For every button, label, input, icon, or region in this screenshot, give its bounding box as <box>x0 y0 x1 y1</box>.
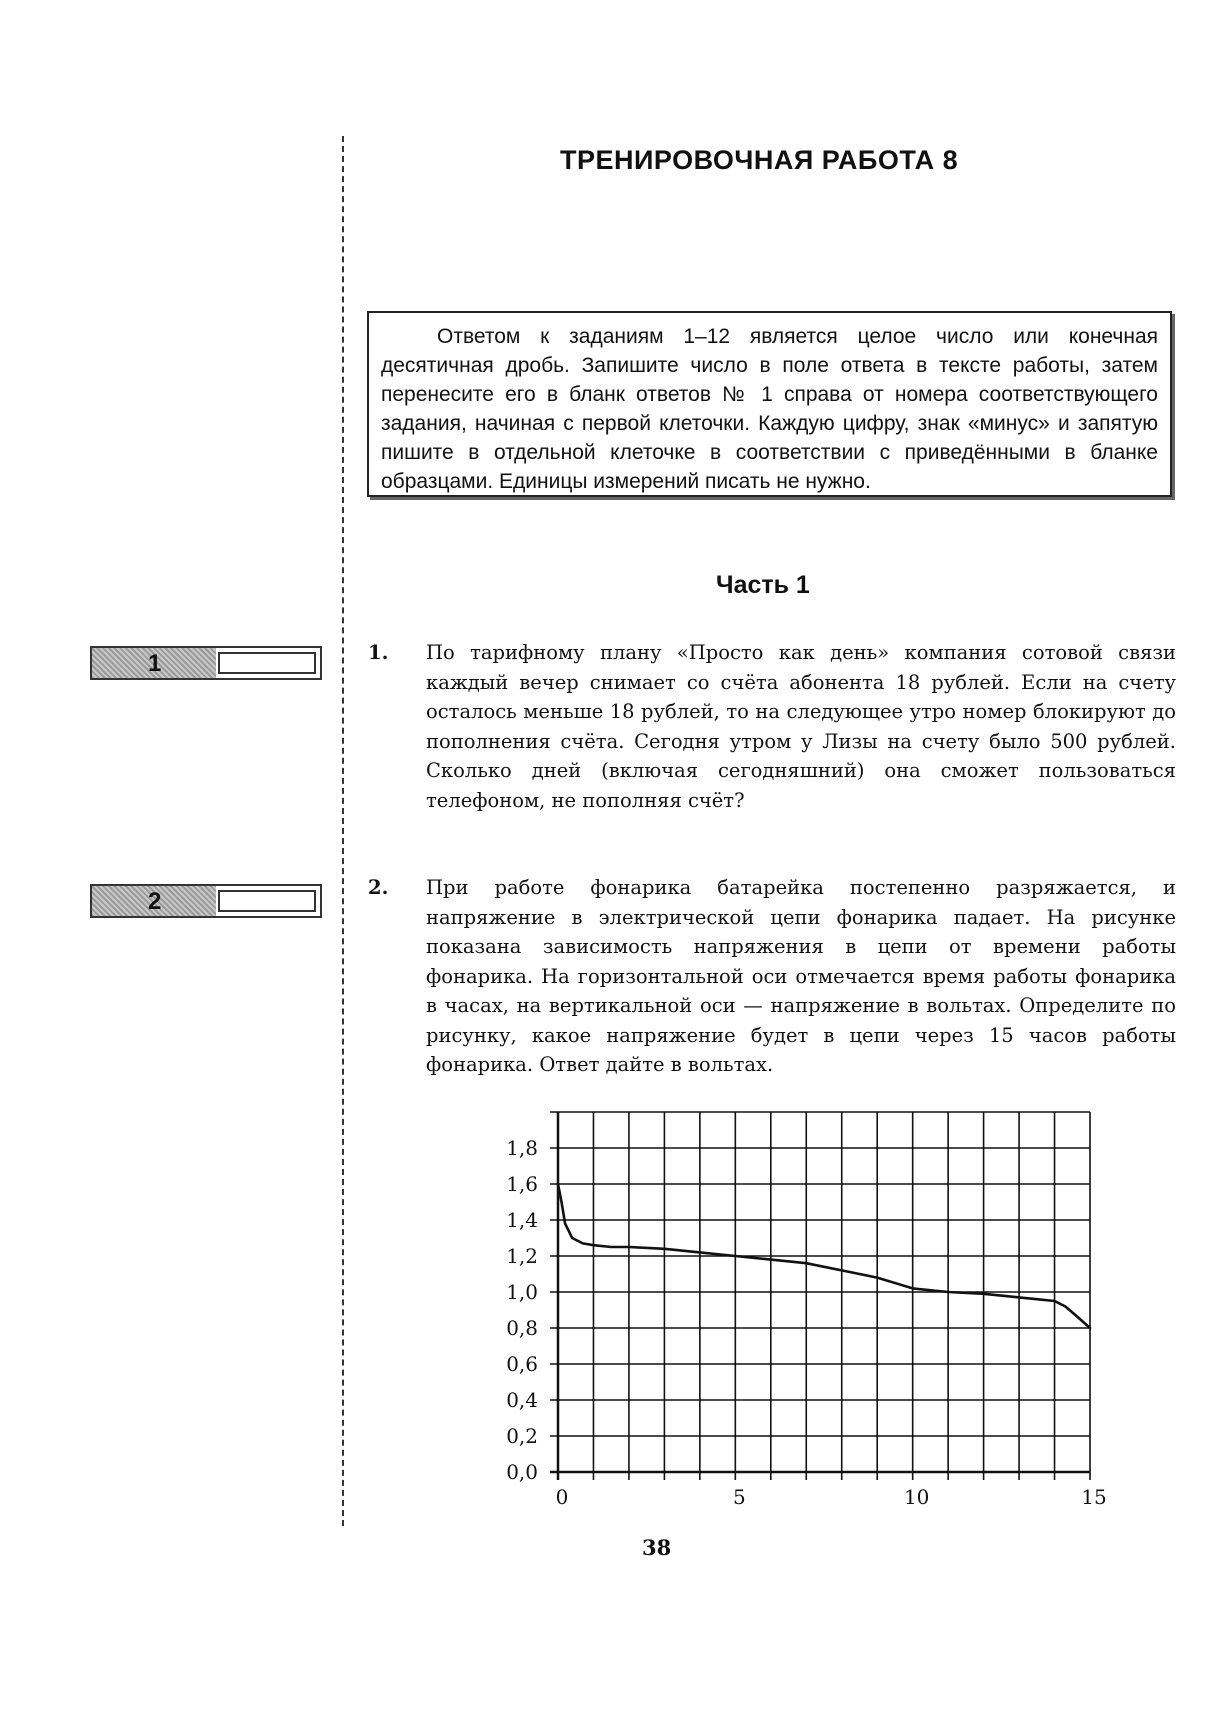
answer-box-number: 2 <box>148 888 162 915</box>
task-number: 2. <box>368 876 389 899</box>
y-tick-label: 0,0 <box>506 1460 538 1484</box>
y-tick-label: 1,8 <box>506 1136 538 1160</box>
part-title: Часть 1 <box>716 571 810 599</box>
page-title: ТРЕНИРОВОЧНАЯ РАБОТА 8 <box>560 145 959 175</box>
y-tick-label: 0,8 <box>506 1316 538 1340</box>
y-tick-label: 1,6 <box>506 1172 538 1196</box>
instructions-box: Ответом к заданиям 1–12 является целое число или конечная десятичная дробь. Запишите число в поле ответа в тексте работы, затем перенесите его в бланк ответов № 1 справа от номера соответствующего задания, начиная с первой клеточки. Каждую цифру, знак «минус» и запятую пишите в отдельной клеточке в соответствии с приведёнными в бланке образцами. Единицы измерений писать не нужно. <box>367 311 1172 497</box>
x-tick-label: 15 <box>1081 1485 1107 1509</box>
task-number: 1. <box>368 641 389 664</box>
page-number: 38 <box>642 1535 672 1560</box>
y-tick-label: 0,4 <box>506 1388 538 1412</box>
y-tick-label: 0,6 <box>506 1352 538 1376</box>
y-tick-label: 0,2 <box>506 1424 538 1448</box>
y-tick-label: 1,2 <box>506 1244 538 1268</box>
answer-box-number: 1 <box>148 650 162 677</box>
task-text: При работе фонарика батарейка постепенно разряжается, и напряжение в электрической цепи фонарика падает. На рисунке показана зависимость напряжения в цепи от времени работы фонарика. На горизонтальной оси отмечается время работы фонарика в часах, на вертикальной оси — напряжение в вольтах. Определите по рисунку, какое напряжение будет в цепи через 15 часов работы фонарика. Ответ дайте в вольтах. <box>426 876 1176 1076</box>
y-tick-label: 1,4 <box>506 1208 538 1232</box>
x-tick-label: 10 <box>903 1485 930 1509</box>
x-tick-label: 0 <box>555 1485 569 1509</box>
task-text: По тарифному плану «Просто как день» компания сотовой связи каждый вечер снимает со счёта абонента 18 рублей. Если на счету осталось меньше 18 рублей, то на следующее утро номер блокируют до пополнения счёта. Сегодня утром у Лизы на счету было 500 рублей. Сколько дней (включая сегодняшний) она сможет пользоваться телефоном, не пополняя счёт? <box>426 641 1176 812</box>
y-tick-label: 1,0 <box>506 1280 538 1304</box>
x-tick-label: 5 <box>732 1485 746 1509</box>
